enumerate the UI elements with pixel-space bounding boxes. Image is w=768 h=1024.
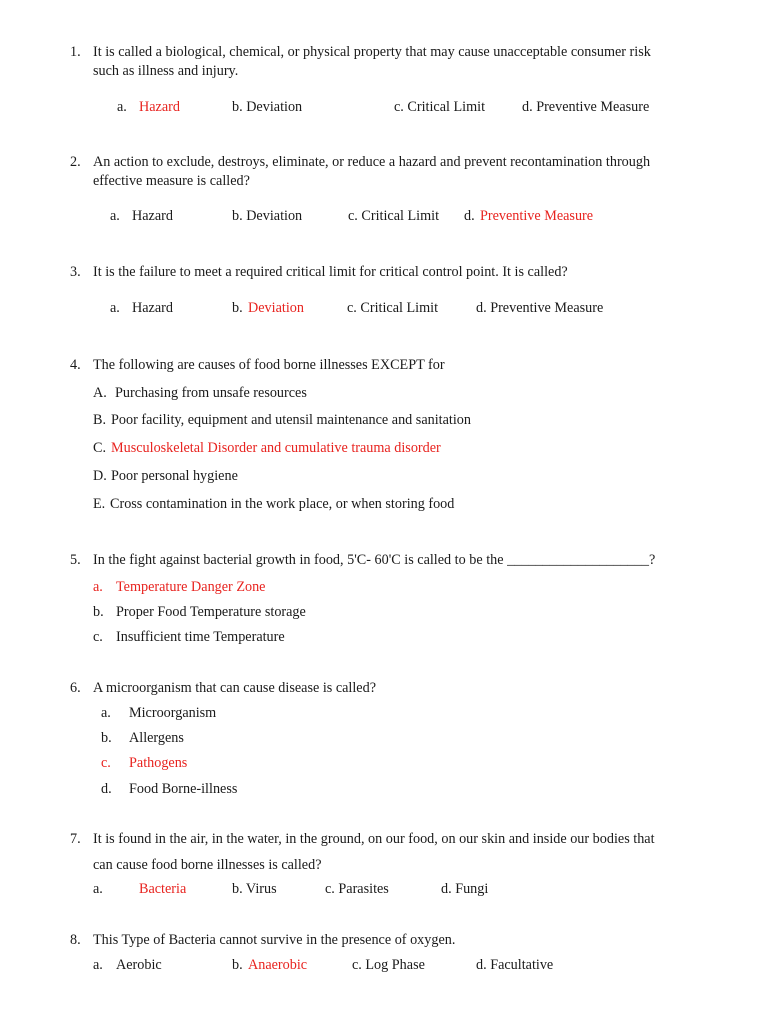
option-letter: B.: [93, 412, 107, 428]
question-number: 8.: [70, 932, 81, 948]
option-letter: a.: [110, 208, 120, 224]
question-number: 1.: [70, 44, 81, 60]
option-answer: Anaerobic: [248, 957, 308, 973]
option: d. Preventive Measure: [476, 300, 604, 316]
option: c. Critical Limit: [394, 99, 486, 115]
option-letter: C.: [93, 440, 107, 456]
option: d. Facultative: [476, 957, 554, 973]
option: b. Deviation: [232, 99, 303, 115]
option: Poor facility, equipment and utensil maintenance and sanitation: [111, 412, 471, 428]
option-letter: a.: [93, 579, 103, 595]
question-number: 4.: [70, 357, 81, 373]
option: c. Critical Limit: [348, 208, 440, 224]
option-letter: a.: [117, 99, 127, 115]
question-text: In the fight against bacterial growth in food, 5'C- 60'C is called to be the ____________________?: [93, 552, 656, 568]
option-answer: Deviation: [248, 300, 304, 316]
option: Hazard: [132, 208, 173, 224]
option: Hazard: [132, 300, 173, 316]
question-text: The following are causes of food borne illnesses EXCEPT for: [93, 357, 445, 373]
option: d. Fungi: [441, 881, 489, 897]
option: Insufficient time Temperature: [116, 629, 285, 645]
option: c. Parasites: [325, 881, 389, 897]
option-letter: b.: [232, 957, 243, 973]
option: Microorganism: [129, 705, 217, 721]
option-letter: E.: [93, 496, 106, 512]
option: Food Borne-illness: [129, 781, 238, 797]
option-answer: Temperature Danger Zone: [116, 579, 266, 595]
option-letter: c.: [101, 755, 111, 771]
option: b. Deviation: [232, 208, 303, 224]
question-number: 5.: [70, 552, 81, 568]
option: Cross contamination in the work place, or when storing food: [110, 496, 455, 512]
question-text: A microorganism that can cause disease is called?: [93, 680, 376, 696]
option: Allergens: [129, 730, 184, 746]
option-letter: d.: [464, 208, 475, 224]
option-answer: Bacteria: [139, 881, 187, 897]
option-letter: D.: [93, 468, 107, 484]
option-letter: b.: [232, 300, 243, 316]
question-number: 3.: [70, 264, 81, 280]
option-letter: b.: [93, 604, 104, 620]
option-letter: a.: [101, 705, 111, 721]
option-answer: Hazard: [139, 99, 180, 115]
option: c. Critical Limit: [347, 300, 439, 316]
option: b. Virus: [232, 881, 277, 897]
question-number: 6.: [70, 680, 81, 696]
option-letter: a.: [93, 881, 103, 897]
question-text: It is called a biological, chemical, or physical property that may cause unacceptable consumer risk: [93, 44, 651, 60]
option-answer: Pathogens: [129, 755, 188, 771]
question-number: 7.: [70, 831, 81, 847]
question-number: 2.: [70, 154, 81, 170]
option: Poor personal hygiene: [111, 468, 238, 484]
question-text: effective measure is called?: [93, 173, 250, 189]
option-letter: A.: [93, 385, 107, 401]
option: Proper Food Temperature storage: [116, 604, 306, 620]
option-answer: Preventive Measure: [480, 208, 594, 224]
option-letter: a.: [110, 300, 120, 316]
question-text: It is found in the air, in the water, in the ground, on our food, on our skin and inside our bodies that: [93, 831, 655, 847]
question-text: It is the failure to meet a required critical limit for critical control point. It is called?: [93, 264, 568, 280]
option-letter: a.: [93, 957, 103, 973]
option-answer: Musculoskeletal Disorder and cumulative trauma disorder: [111, 440, 441, 456]
option: Purchasing from unsafe resources: [115, 385, 307, 401]
option: c. Log Phase: [352, 957, 425, 973]
question-text: An action to exclude, destroys, eliminate, or reduce a hazard and prevent recontamination through: [93, 154, 651, 170]
question-text: This Type of Bacteria cannot survive in the presence of oxygen.: [93, 932, 456, 948]
option-letter: b.: [101, 730, 112, 746]
option: Aerobic: [116, 957, 162, 973]
option: d. Preventive Measure: [522, 99, 650, 115]
question-text: such as illness and injury.: [93, 63, 239, 79]
option-letter: d.: [101, 781, 112, 797]
option-letter: c.: [93, 629, 103, 645]
question-text: can cause food borne illnesses is called?: [93, 857, 322, 873]
